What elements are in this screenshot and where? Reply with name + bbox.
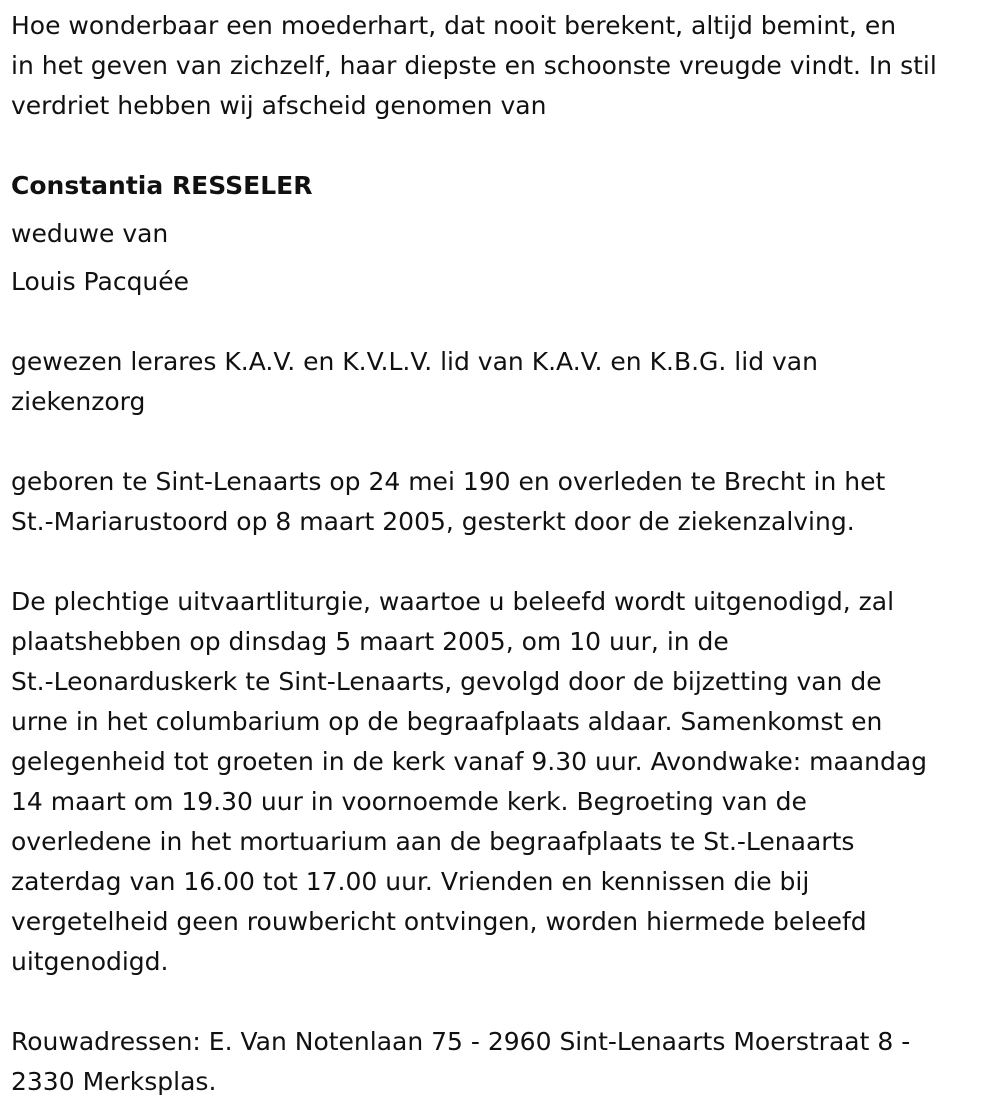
funeral-line: St.-Leonarduskerk te Sint-Lenaarts, gevolgd door de bijzetting van de xyxy=(11,667,882,696)
deceased-name: Constantia RESSELER xyxy=(11,171,313,200)
intro-line: Hoe wonderbaar een moederhart, dat nooit berekent, altijd bemint, en xyxy=(11,11,897,40)
addresses-paragraph xyxy=(11,1022,910,1102)
funeral-line: zaterdag van 16.00 tot 17.00 uur. Vrienden en kennissen die bij xyxy=(11,867,810,896)
birth-death-line: St.-Mariarustoord op 8 maart 2005, gesterkt door de ziekenzalving. xyxy=(11,507,855,536)
birth-death-line: geboren te Sint-Lenaarts op 24 mei 190 en overleden te Brecht in het xyxy=(11,467,886,496)
addresses-line: Rouwadressen: E. Van Notenlaan 75 - 2960 Sint-Lenaarts Moerstraat 8 - xyxy=(11,1027,911,1056)
spouse-name: Louis Pacquée xyxy=(11,267,190,296)
birth-death-paragraph xyxy=(11,462,885,542)
functions-paragraph xyxy=(11,342,818,422)
funeral-line: urne in het columbarium op de begraafplaats aldaar. Samenkomst en xyxy=(11,707,883,736)
intro-line: in het geven van zichzelf, haar diepste en schoonste vreugde vindt. In stil xyxy=(11,51,937,80)
relation-label: weduwe van xyxy=(11,219,169,248)
funeral-line: vergetelheid geen rouwbericht ontvingen, worden hiermede beleefd xyxy=(11,907,867,936)
funeral-line: overledene in het mortuarium aan de begraafplaats te St.-Lenaarts xyxy=(11,827,855,856)
intro-line: verdriet hebben wij afscheid genomen van xyxy=(11,91,547,120)
functions-line: gewezen lerares K.A.V. en K.V.L.V. lid van K.A.V. en K.B.G. lid van xyxy=(11,347,818,376)
funeral-line: gelegenheid tot groeten in de kerk vanaf 9.30 uur. Avondwake: maandag xyxy=(11,747,928,776)
funeral-line: 14 maart om 19.30 uur in voornoemde kerk. Begroeting van de xyxy=(11,787,807,816)
funeral-line: De plechtige uitvaartliturgie, waartoe u beleefd wordt uitgenodigd, zal xyxy=(11,587,895,616)
intro-paragraph xyxy=(11,6,937,126)
funeral-line: uitgenodigd. xyxy=(11,947,169,976)
funeral-paragraph xyxy=(11,582,927,982)
functions-line: ziekenzorg xyxy=(11,387,146,416)
addresses-line: 2330 Merksplas. xyxy=(11,1067,217,1096)
funeral-line: plaatshebben op dinsdag 5 maart 2005, om 10 uur, in de xyxy=(11,627,729,656)
